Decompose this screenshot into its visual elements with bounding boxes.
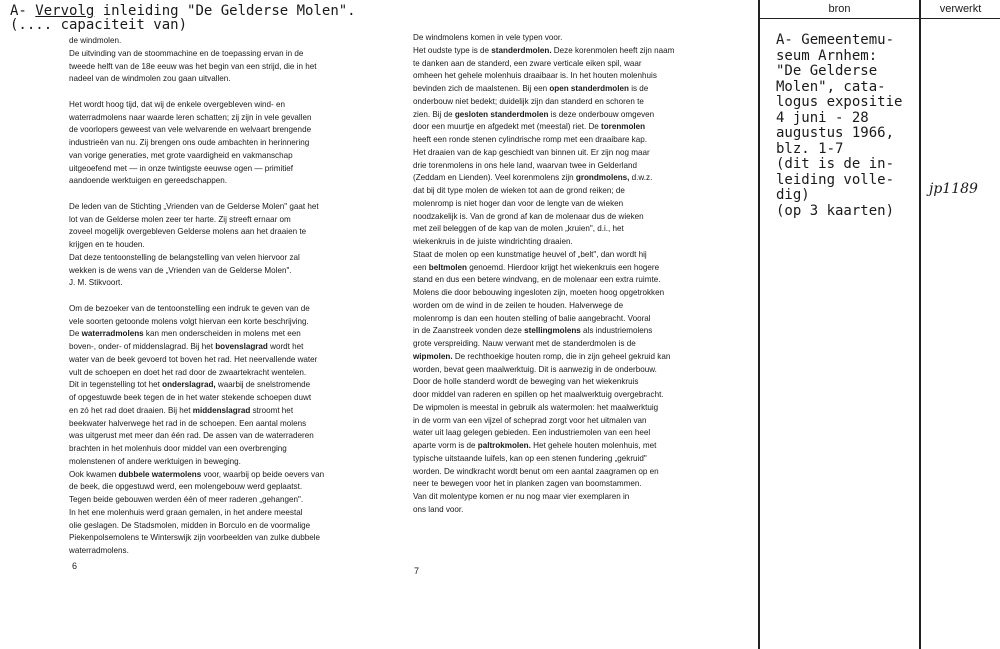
text-line (69, 405, 369, 418)
text-line (413, 427, 713, 440)
text-line (413, 351, 713, 364)
line-text: in de Zaanstreek vonden deze (413, 326, 525, 336)
table-divider-left (758, 0, 760, 649)
paragraph-gap (69, 188, 369, 201)
header-prefix: A- (10, 3, 36, 19)
text-line (69, 226, 369, 239)
source-note-line: seum Arnhem: (776, 47, 878, 64)
bold-term: middenslagrad (192, 405, 251, 415)
line-text: Van dit molentype komen er nu nog maar vier exemplaren in (413, 492, 630, 501)
text-line (69, 303, 369, 316)
text-line (69, 150, 369, 163)
text-line (69, 545, 369, 558)
left-text-column (69, 35, 369, 558)
line-text: aparte vorm is de (413, 441, 478, 450)
header-rest: inleiding "De Gelderse Molen". (94, 3, 356, 19)
line-text: Het gehele houten molenhuis, met (530, 441, 657, 450)
text-line (69, 507, 369, 520)
line-text: en zó het rad doet draaien. Bij het (69, 405, 193, 415)
source-note-line: blz. 1-7 (776, 140, 844, 157)
text-line (69, 469, 369, 482)
line-text: molenstenen of andere werktuigen in beweging. (69, 456, 241, 466)
text-line (69, 35, 369, 48)
line-text: in de vorm van een vijzel of scheprad zorgt voor het uitmalen van (413, 415, 647, 425)
source-note-line: dig) (776, 187, 810, 203)
text-line (69, 418, 369, 431)
line-text: de voorlopers geweest van vele welvarende en welvaart brengende (69, 125, 312, 135)
text-line (413, 453, 713, 466)
line-text: beekwater halverwege het rad in de schoepen. Een aantal molens (69, 418, 307, 428)
text-line (413, 249, 713, 262)
text-line (69, 430, 369, 443)
line-text: wiekenkruis in de juiste windrichting draaien. (413, 237, 573, 246)
bold-term: onderslagrad, (162, 380, 216, 390)
line-text: lot van de Gelderse molen zeer ter harte. Zij streeft ernaar om (69, 214, 291, 224)
line-text: voor, waarbij op beide oevers van (201, 469, 325, 479)
bold-term: open standerdmolen (549, 84, 629, 93)
line-text: De uitvinding van de stoommachine en de toepassing ervan in de (69, 48, 304, 58)
text-line (69, 443, 369, 456)
line-text: Dat deze tentoonstelling de belangstelling van velen hiervoor zal (69, 252, 300, 262)
header-rule-verwerkt (921, 18, 1000, 19)
text-line (413, 223, 713, 236)
line-text: water van de beek gevoerd tot boven het rad. Het neervallende water (69, 354, 318, 364)
table-divider-right (919, 0, 921, 649)
line-text: is de (628, 84, 649, 93)
line-text: Staat de molen op een kunstmatige heuvel of „belt", dan wordt hij (413, 249, 647, 259)
line-text: worden. De windkracht wordt benut om een aantal zaagramen op en (413, 466, 659, 476)
line-text: dat bij dit type molen de wieken tot aan de grond reiken; de (413, 186, 625, 195)
line-text: stand en dus een betere windvang, en de molenaar een extra ruimte. (413, 275, 661, 285)
line-text: vele soorten getoonde molens volgt hiervan een korte beschrijving. (69, 316, 309, 326)
paragraph-gap (69, 86, 369, 99)
line-text: de windmolen. (69, 36, 122, 45)
line-text: noodzakelijk is. Van de grond af kan de molenaar dus de wieken (413, 211, 644, 221)
text-line (69, 252, 369, 265)
line-text: De rechthoekige houten romp, die in zijn geheel gekruid kan (452, 351, 671, 361)
text-line (413, 32, 713, 45)
source-note-line: (dit is de in- (776, 156, 895, 172)
line-text: nadeel van de windmolen zou gaan uitvallen. (69, 74, 231, 84)
text-line (413, 313, 713, 326)
line-text: De (69, 329, 82, 339)
bold-term: waterradmolens (81, 329, 144, 339)
text-line (69, 137, 369, 150)
line-text: met zeil beleggen of de kap van de molen „kruien", d.i., het (413, 224, 624, 234)
source-note-line: logus expositie (776, 94, 903, 110)
text-line (413, 236, 713, 249)
line-text: drie torenmolens in ons hele land, waarvan twee in Gelderland (413, 160, 638, 170)
line-text: zien. Bij de (413, 109, 455, 119)
line-text: door een muurtje en afgedekt met (meestal) riet. De (413, 122, 602, 132)
reference-code: jp1189 (929, 181, 978, 197)
text-line (413, 96, 713, 109)
text-line (413, 287, 713, 300)
text-line (413, 70, 713, 83)
text-line (413, 262, 713, 275)
text-line (69, 61, 369, 74)
line-text: de beek, die opgestuwd werd, een molengebouw werd geplaatst. (69, 482, 303, 492)
line-text: als industriemolens (580, 326, 653, 336)
bold-term: wipmolen. (413, 351, 453, 361)
text-line (69, 48, 369, 61)
header-underlined: Vervolg (35, 3, 95, 19)
bold-term: grondmolens, (575, 173, 630, 183)
bold-term: gesloten standerdmolen (454, 109, 549, 119)
text-line (413, 134, 713, 147)
line-text: brachten in het molenhuis door middel van een overbrenging (69, 444, 287, 453)
text-line (413, 364, 713, 377)
text-line (69, 112, 369, 125)
line-text: De windmolens komen in vele typen voor. (413, 33, 563, 42)
bold-term: beltmolen (428, 262, 467, 272)
text-line (413, 466, 713, 479)
text-line (69, 520, 369, 533)
source-note-line: (op 3 kaarten) (776, 202, 895, 219)
text-line (69, 265, 369, 278)
source-note-line: "De Gelderse (776, 63, 878, 79)
text-line (413, 402, 713, 415)
line-text: bevinden zich de maalstenen. Bij een (413, 84, 550, 93)
line-text: (Zeddam en Lienden). Veel korenmolens zijn (413, 173, 576, 183)
line-text: Om de bezoeker van de tentoonstelling een indruk te geven van de (69, 303, 310, 313)
text-line (413, 160, 713, 173)
line-text: grote verspreiding. Nauw verwant met de standerdmolen is de (413, 339, 636, 348)
line-text: wekken is de wens van de „Vrienden van de Gelderse Molen". (69, 265, 292, 275)
line-text: Het draaien van de kap geschiedt van binnen uit. Er zijn nog maar (413, 147, 650, 157)
line-text: waterradmolens. (69, 546, 129, 555)
text-line (69, 214, 369, 227)
line-text: heeft een ronde stenen cylindrische romp met een draaibare kap. (413, 135, 647, 144)
text-line (69, 481, 369, 494)
text-line (413, 338, 713, 351)
text-line (413, 45, 713, 58)
text-line (413, 478, 713, 491)
header-subtitle: (.... capaciteit van) (10, 17, 188, 33)
source-note (776, 33, 902, 219)
text-line (69, 73, 369, 86)
line-text: J. M. Stikvoort. (69, 278, 123, 288)
line-text: worden om de wind in de zeilen te houden. Halverwege de (413, 300, 624, 310)
header-rule-bron (760, 18, 919, 19)
text-line (69, 124, 369, 137)
text-line (69, 341, 369, 354)
line-text: vult de schoepen en doet het rad door de zwaartekracht wentelen. (69, 367, 307, 377)
line-text: Het oudste type is de (413, 45, 492, 55)
text-line (413, 211, 713, 224)
text-line (69, 99, 369, 112)
line-text: uitgeoefend met — in onze twintigste eeuwse ogen — primitief (69, 163, 294, 173)
line-text: van vorige generaties, met grote vaardigheid en vakmanschap (69, 150, 293, 160)
text-line (413, 325, 713, 338)
line-text: olie geslagen. De Stadsmolen, midden in Borculo en de voormalige (69, 520, 311, 530)
line-text: tweede helft van de 18e eeuw was het begin van een strijd, die in het (69, 61, 317, 71)
text-line (69, 316, 369, 329)
text-line (69, 328, 369, 341)
text-line (69, 239, 369, 252)
line-text: of opgestuwde beek tegen de in het water stekende schoepen duwt (69, 393, 312, 402)
line-text: Door de holle standerd wordt de beweging van het wiekenkruis (413, 377, 639, 387)
text-line (413, 172, 713, 185)
text-line (413, 440, 713, 453)
text-line (69, 532, 369, 545)
text-line (413, 300, 713, 313)
page-number-left: 6 (72, 561, 78, 571)
line-text: molenromp is niet hoger dan voor de lengte van de wieken (413, 198, 624, 208)
text-line (413, 491, 713, 504)
source-note-line: Molen", cata- (776, 78, 886, 95)
text-line (69, 175, 369, 188)
text-line (413, 376, 713, 389)
line-text: Tegen beide gebouwen werden één of meer raderen „gehangen". (69, 495, 304, 504)
line-text: Molens die door bebouwing ingesloten zijn, moeten hoog opgetrokken (413, 288, 665, 297)
text-line (413, 58, 713, 71)
text-line (413, 198, 713, 211)
line-text: stroomt het (250, 405, 294, 415)
text-line (69, 277, 369, 290)
source-note-line: A- Gemeentemu- (776, 32, 895, 48)
line-text: Dit in tegenstelling tot het (69, 380, 163, 390)
line-text: water uit laag gelegen gebieden. Een industriemolen van een heel (413, 428, 651, 438)
line-text: typische uitstaande luifels, kan op een stenen fundering „gekruid" (413, 453, 647, 463)
text-line (413, 83, 713, 96)
bold-term: paltrokmolen. (477, 441, 531, 450)
text-line (413, 274, 713, 287)
source-note-line: augustus 1966, (776, 125, 895, 141)
text-line (413, 121, 713, 134)
text-line (413, 185, 713, 198)
column-header-bron: bron (828, 3, 851, 15)
line-text: De wipmolen is meestal in gebruik als watermolen: het maalwerktuig (413, 402, 659, 412)
bold-term: torenmolen (601, 122, 646, 132)
middle-text-column (413, 32, 713, 517)
column-header-verwerkt: verwerkt (939, 3, 982, 15)
line-text: Het wordt hoog tijd, dat wij de enkele overgebleven wind- en (69, 99, 285, 109)
line-text: een (413, 262, 429, 272)
line-text: aandoende werktuigen en gereedschappen. (69, 176, 227, 186)
line-text: wordt het (267, 342, 304, 351)
line-text: molenromp is dan een houten stelling of balie aangebracht. Vooral (413, 313, 651, 323)
text-line (69, 201, 369, 214)
paragraph-gap (69, 290, 369, 303)
bold-term: standerdmolen. (491, 45, 552, 55)
line-text: waterradmolens naar waarde leren schatten; zij zijn in vele gevallen (69, 112, 312, 122)
line-text: kan men onderscheiden in molens met een (143, 329, 301, 339)
bold-term: stellingmolens (524, 326, 581, 336)
line-text: Ook kwamen (69, 469, 119, 479)
line-text: waarbij de snelstromende (215, 380, 311, 390)
line-text: ons land voor. (413, 504, 464, 514)
line-text: boven-, onder- of middenslagrad. Bij het (69, 342, 216, 351)
line-text: genoemd. Hierdoor krijgt het wiekenkruis een hogere (467, 262, 660, 272)
line-text: Deze korenmolen heeft zijn naam (551, 45, 675, 55)
line-text: onderbouw niet bedekt; duidelijk zijn dan standerd en schoren te (413, 96, 644, 106)
text-line (69, 379, 369, 392)
text-line (69, 367, 369, 380)
text-line (69, 494, 369, 507)
line-text: In het ene molenhuis werd graan gemalen, in het andere meestal (69, 507, 303, 517)
text-line (413, 415, 713, 428)
line-text: worden, bevat geen maalwerktuig. Dit is aanwezig in de onderbouw. (413, 364, 657, 374)
text-line (413, 109, 713, 122)
text-line (69, 456, 369, 469)
line-text: te danken aan de standerd, een zware verticale eiken spil, waar (413, 58, 642, 68)
page-number-right: 7 (414, 566, 420, 576)
line-text: omheen het gehele molenhuis draaibaar is. In het houten molenhuis (413, 71, 657, 81)
line-text: neer te bewegen voor het in planken zagen van boomstammen. (413, 479, 642, 489)
text-line (69, 354, 369, 367)
line-text: krijgen en te houden. (69, 240, 145, 249)
bold-term: dubbele watermolens (118, 469, 202, 479)
line-text: De leden van de Stichting „Vrienden van de Gelderse Molen" gaat het (69, 201, 319, 211)
source-note-line: 4 juni - 28 (776, 109, 869, 126)
source-note-line: leiding volle- (776, 171, 895, 188)
line-text: industrieën van nu. Zij brengen ons oude ambachten in herinnering (69, 138, 310, 147)
bold-term: bovenslagrad (215, 342, 268, 351)
line-text: Piekenpolsemolens te Winterswijk zijn voorbeelden van zulke dubbele (69, 533, 321, 543)
text-line (413, 147, 713, 160)
text-line (69, 392, 369, 405)
text-line (413, 389, 713, 402)
line-text: is deze onderbouw omgeven (548, 109, 655, 119)
text-line (69, 163, 369, 176)
line-text: door middel van raderen en spillen op het maalwerktuig overgebracht. (413, 390, 664, 399)
line-text: zoveel mogelijk overgebleven Gelderse molens aan het draaien te (69, 227, 307, 237)
line-text: d.w.z. (629, 173, 653, 183)
line-text: was uitgerust met meer dan één rad. De assen van de waterraderen (69, 431, 314, 441)
text-line (413, 504, 713, 517)
